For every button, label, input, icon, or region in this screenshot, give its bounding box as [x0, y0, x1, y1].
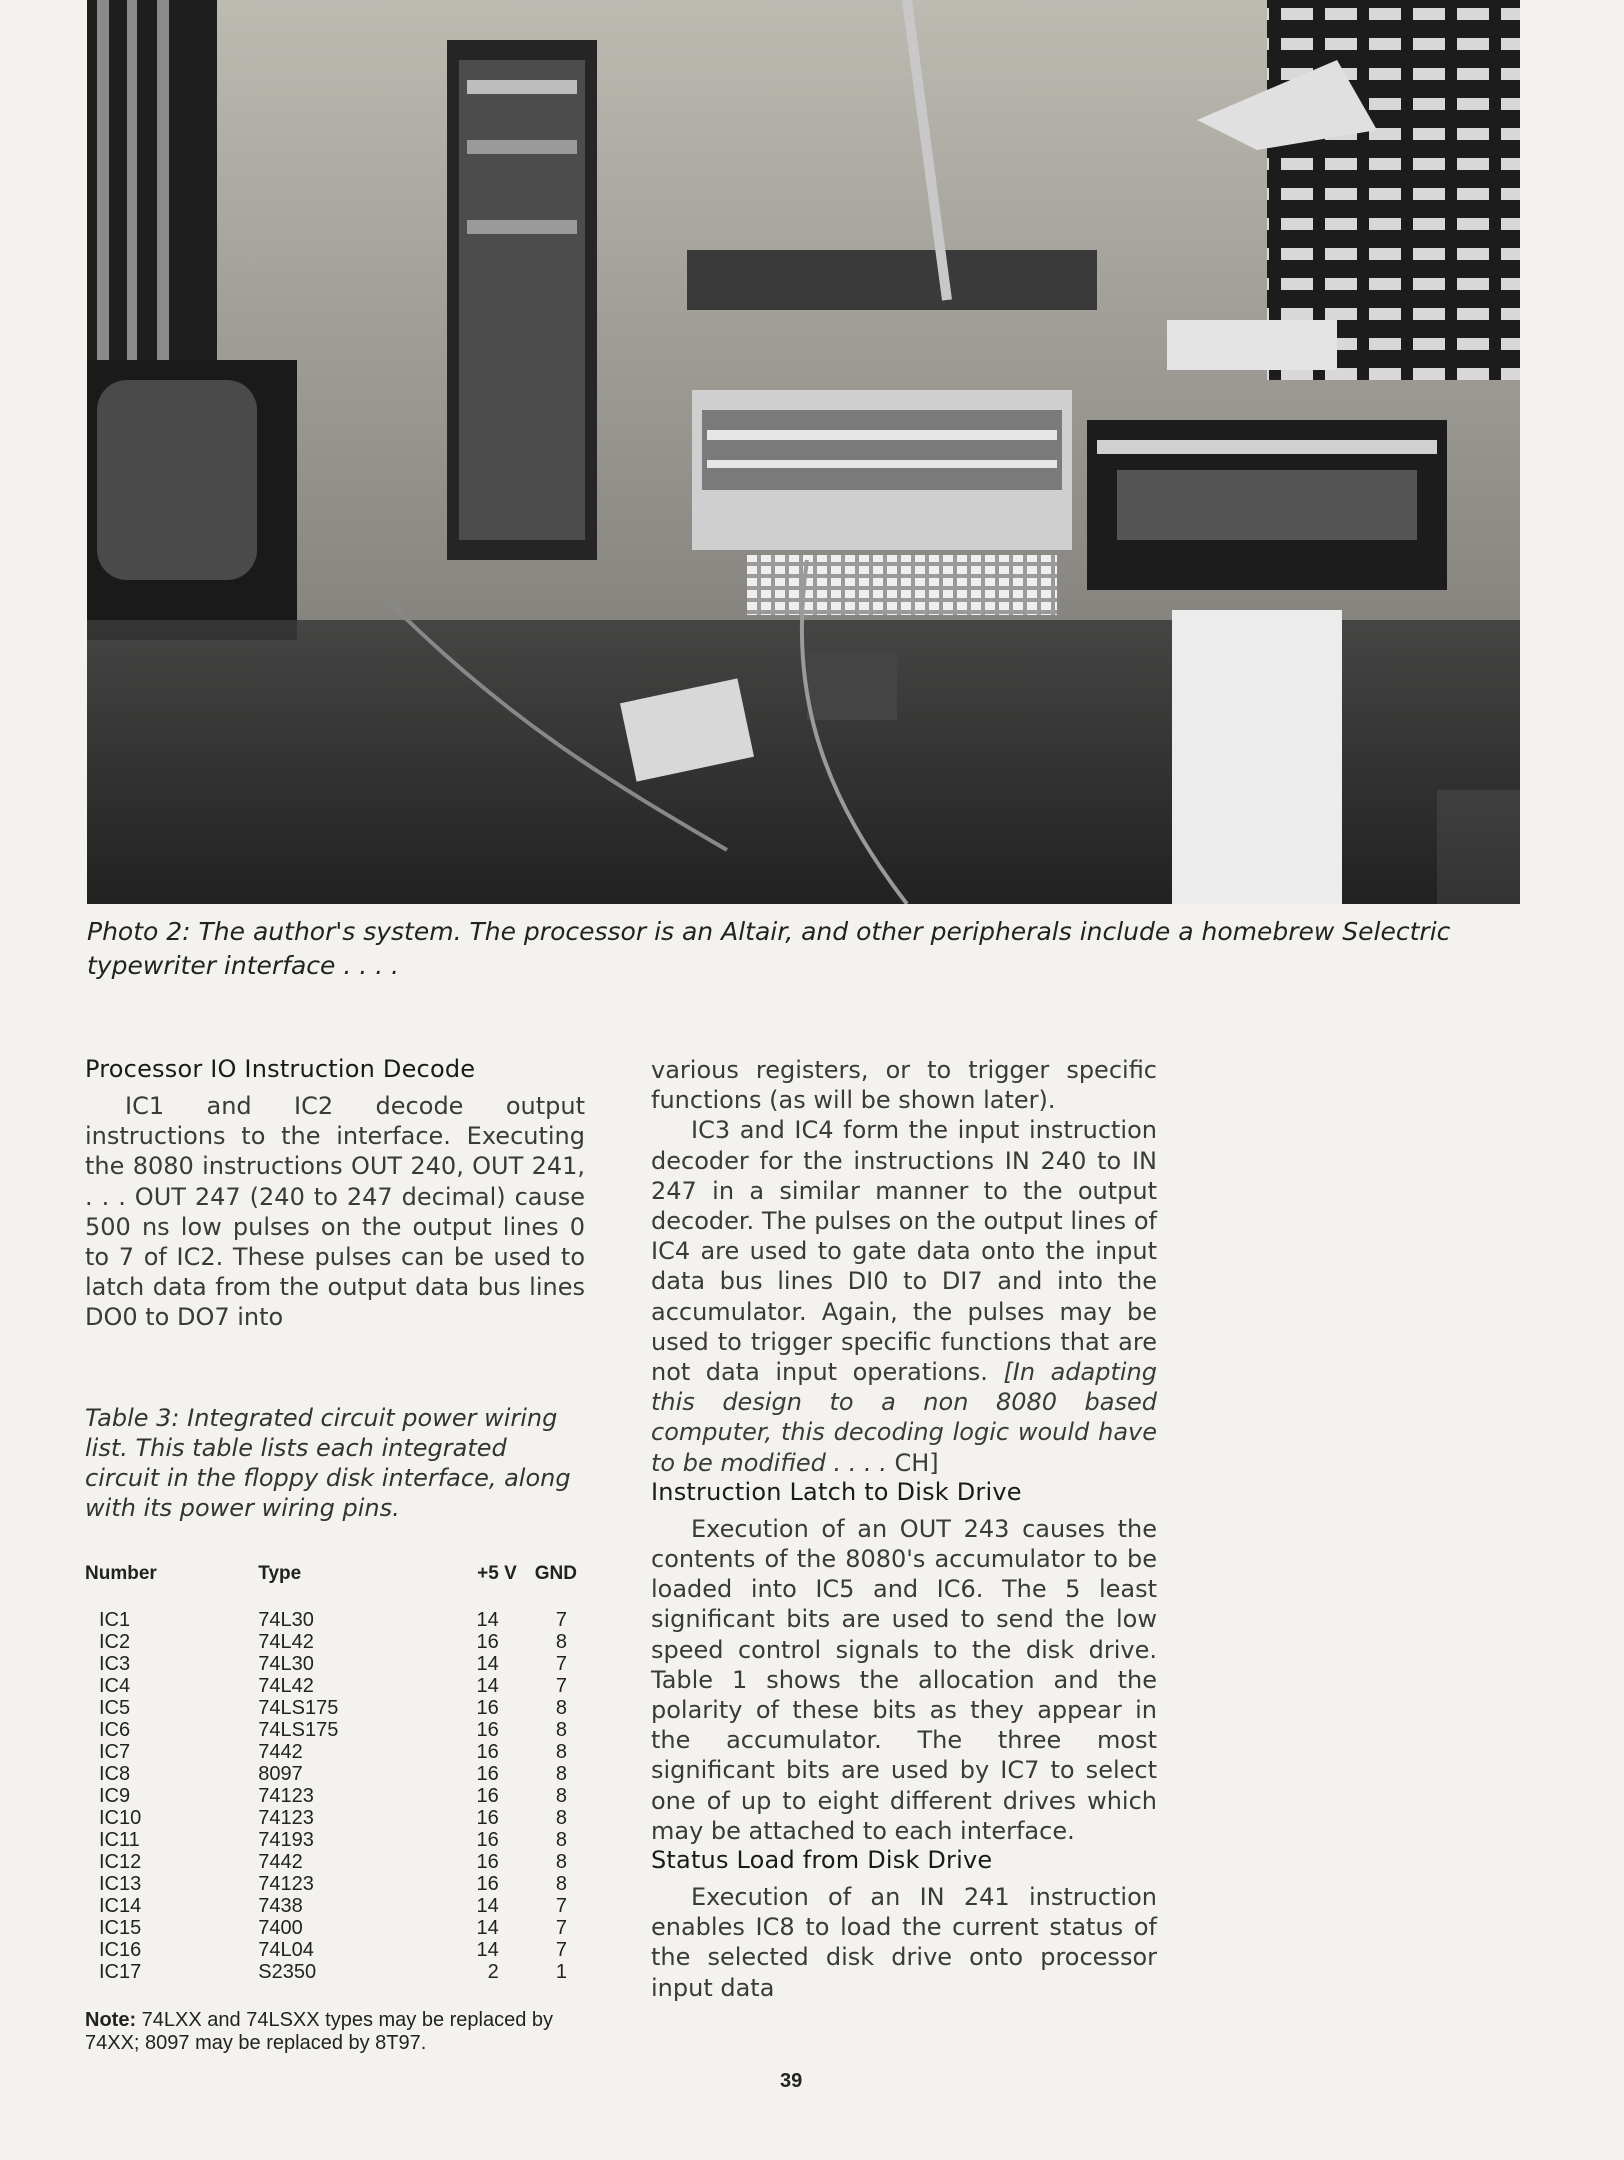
cell-type: 74L30: [258, 1608, 314, 1631]
cell-number: IC2: [99, 1630, 131, 1653]
cell-gnd: 8: [555, 1762, 567, 1785]
table-row: [85, 1917, 585, 1939]
cell-type: 7442: [258, 1850, 303, 1873]
section-heading-status-load: Status Load from Disk Drive: [651, 1846, 993, 1875]
cell-gnd: 7: [555, 1674, 567, 1697]
cell-5v: 16: [476, 1872, 499, 1895]
table-row: [85, 1741, 585, 1763]
cell-number: IC13: [99, 1872, 142, 1895]
cell-type: 74123: [258, 1872, 314, 1895]
cell-5v: 14: [476, 1938, 499, 1961]
cell-number: IC16: [99, 1938, 142, 1961]
cell-gnd: 8: [555, 1806, 567, 1829]
table-row: [85, 1763, 585, 1785]
cell-gnd: 7: [555, 1894, 567, 1917]
cell-5v: 14: [476, 1652, 499, 1675]
cell-type: 74LS175: [258, 1696, 339, 1719]
cell-number: IC5: [99, 1696, 131, 1719]
cell-type: 7442: [258, 1740, 303, 1763]
system-photo: [87, 0, 1520, 904]
editor-initials: CH]: [894, 1448, 939, 1477]
cell-number: IC7: [99, 1740, 131, 1763]
cell-type: 74LS175: [258, 1718, 339, 1741]
paragraph-input-decoder-text: IC3 and IC4 form the input instruction decoder for the instructions IN 240 to IN 247 in a similar manner to the output decoder. The pulses on the output lines of IC4 are used to gate data onto the input data bus lines DI0 to DI7 and into the accumulator. Again, the pulses may be used to trigger specific functions that are not data input operations.: [651, 1116, 1157, 1387]
paragraph-continued: various registers, or to trigger specific functions (as will be shown later).: [651, 1056, 1157, 1115]
cell-5v: 2: [487, 1960, 499, 1983]
page-number: 39: [780, 2070, 803, 2092]
cell-number: IC6: [99, 1718, 131, 1741]
cell-gnd: 8: [555, 1718, 567, 1741]
section-heading-instruction-latch: Instruction Latch to Disk Drive: [651, 1477, 1022, 1506]
table-row: [85, 1807, 585, 1829]
cell-type: 8097: [258, 1762, 303, 1785]
right-column: [651, 1055, 1157, 2003]
cell-5v: 16: [476, 1740, 499, 1763]
cell-5v: 16: [476, 1806, 499, 1829]
cell-gnd: 8: [555, 1696, 567, 1719]
paragraph-status-load: Execution of an IN 241 instruction enables IC8 to load the current status of the selected disk drive onto processor input data: [651, 1883, 1157, 2002]
cell-gnd: 8: [555, 1828, 567, 1851]
table-row: [85, 1785, 585, 1807]
cell-type: 74L42: [258, 1674, 314, 1697]
cell-5v: 16: [476, 1784, 499, 1807]
cell-number: IC12: [99, 1850, 142, 1873]
cell-5v: 14: [476, 1608, 499, 1631]
cell-5v: 14: [476, 1674, 499, 1697]
cell-number: IC15: [99, 1916, 142, 1939]
cell-5v: 16: [476, 1762, 499, 1785]
table-row: [85, 1675, 585, 1697]
table-caption: Table 3: Integrated circuit power wiring list. This table lists each integrated circuit in the floppy disk interface, along with its power wiring pins.: [85, 1403, 571, 1522]
section-heading-io-decode: Processor IO Instruction Decode: [85, 1055, 476, 1083]
cell-number: IC14: [99, 1894, 142, 1917]
cell-number: IC8: [99, 1762, 131, 1785]
cell-gnd: 8: [555, 1630, 567, 1653]
cell-5v: 14: [476, 1916, 499, 1939]
cell-type: S2350: [258, 1960, 317, 1983]
cell-gnd: 8: [555, 1850, 567, 1873]
photo-illustration: [87, 0, 1520, 904]
table-row: [85, 1961, 585, 1983]
left-column: [85, 1055, 585, 2055]
table-row: [85, 1609, 585, 1631]
table-row: [85, 1939, 585, 1961]
cell-number: IC17: [99, 1960, 142, 1983]
column-header-number: Number: [85, 1562, 157, 1584]
cell-gnd: 7: [555, 1938, 567, 1961]
paragraph-instruction-latch: Execution of an OUT 243 causes the contents of the 8080's accumulator to be loaded into IC5 and IC6. The 5 least significant bits are used to send the low speed control signals to the disk drive. Table 1 shows the allocation and the polarity of these bits as they appear in the accumulator. The three most significant bits are used by IC7 to select one of up to eight different drives which may be attached to each interface.: [651, 1514, 1157, 1845]
cell-5v: 16: [476, 1850, 499, 1873]
cell-type: 74L42: [258, 1630, 314, 1653]
cell-type: 74L04: [258, 1938, 314, 1961]
cell-gnd: 8: [555, 1740, 567, 1763]
note-text: 74LXX and 74LSXX types may be replaced by 74XX; 8097 may be replaced by 8T97.: [85, 2008, 554, 2054]
cell-type: 7400: [258, 1916, 303, 1939]
cell-number: IC9: [99, 1784, 131, 1807]
table-row: [85, 1829, 585, 1851]
cell-5v: 16: [476, 1696, 499, 1719]
table-row: [85, 1719, 585, 1741]
cell-number: IC11: [99, 1828, 140, 1851]
cell-gnd: 7: [555, 1916, 567, 1939]
cell-number: IC3: [99, 1652, 131, 1675]
cell-type: 74L30: [258, 1652, 314, 1675]
cell-gnd: 8: [555, 1872, 567, 1895]
table-row: [85, 1653, 585, 1675]
column-header-5v: +5 V: [477, 1562, 517, 1584]
table-row: [85, 1851, 585, 1873]
table-row: [85, 1697, 585, 1719]
editor-note: [In adapting this design to a non 8080 based computer, this decoding logic would have to be modified . . . .: [651, 1358, 1157, 1477]
cell-number: IC10: [99, 1806, 142, 1829]
note-label: Note:: [85, 2008, 137, 2031]
paragraph-input-decoder: [651, 1115, 1157, 1477]
table-row: [85, 1895, 585, 1917]
cell-type: 7438: [258, 1894, 303, 1917]
cell-number: IC4: [99, 1674, 131, 1697]
cell-gnd: 1: [555, 1960, 567, 1983]
table-row: [85, 1631, 585, 1653]
cell-5v: 16: [476, 1828, 499, 1851]
table-header-row: [85, 1563, 585, 1609]
power-wiring-table: [85, 1563, 585, 1983]
cell-gnd: 8: [555, 1784, 567, 1807]
cell-5v: 16: [476, 1718, 499, 1741]
cell-type: 74193: [258, 1828, 314, 1851]
cell-gnd: 7: [555, 1652, 567, 1675]
cell-type: 74123: [258, 1806, 314, 1829]
cell-5v: 16: [476, 1630, 499, 1653]
table-note: [85, 2009, 585, 2055]
table-body: [85, 1609, 585, 1983]
cell-gnd: 7: [555, 1608, 567, 1631]
cell-type: 74123: [258, 1784, 314, 1807]
column-header-type: Type: [258, 1562, 302, 1584]
cell-5v: 14: [476, 1894, 499, 1917]
column-header-gnd: GND: [534, 1562, 577, 1584]
table-row: [85, 1873, 585, 1895]
photo-caption: Photo 2: The author's system. The processor is an Altair, and other peripherals include a homebrew Selectric typewriter interface . . . .: [87, 917, 1451, 980]
paragraph-io-decode: IC1 and IC2 decode output instructions to the interface. Executing the 8080 instructions OUT 240, OUT 241, . . . OUT 247 (240 to 247 decimal) cause 500 ns low pulses on the output lines 0 to 7 of IC2. These pulses can be used to latch data from the output data bus lines DO0 to DO7 into: [85, 1092, 585, 1332]
cell-number: IC1: [99, 1608, 131, 1631]
